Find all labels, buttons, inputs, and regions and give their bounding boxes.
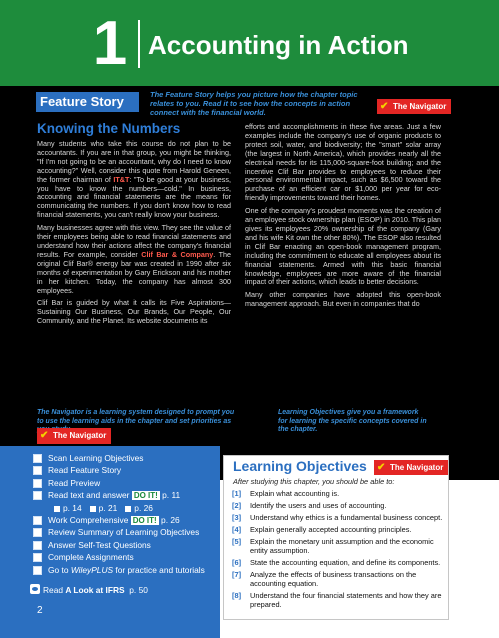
navigator-checklist xyxy=(33,452,205,576)
objective-item: [6] State the accounting equation, and define its components. xyxy=(232,558,441,568)
objective-item: [5] Explain the monetary unit assumption and the economic entity assumption. xyxy=(232,537,434,556)
feature-intro-note: The Feature Story helps you picture how the chapter topic relates to you. Read it to see how the concepts in action connect with the financial world. xyxy=(150,90,358,117)
story-column-right xyxy=(245,123,441,313)
checkbox[interactable] xyxy=(33,491,42,500)
objective-item: [3] Understand why ethics is a fundamental business concept. xyxy=(232,513,443,523)
header-divider xyxy=(138,20,140,68)
story-paragraph: efforts and accomplishments in these five areas. Just a few examples include the company's use of organic products to protect soil, water, and biodiversity; the "smart" solar array (the largest in North America), which provides nearly all the electrical needs for its 115,000-square-foot building; and the incentive Clif Bar provides to employees to reduce their personal environmental impact, such as $6,500 toward the purchase of an efficient car or $1,000 per year for eco-friendly improvements toward their homes. xyxy=(245,122,441,203)
checklist-item[interactable]: Go to WileyPLUS for practice and tutorials xyxy=(33,564,205,576)
company-highlight: IT&T xyxy=(113,174,130,184)
checklist-item[interactable]: Answer Self-Test Questions xyxy=(33,539,205,551)
checkmark-icon: ✔ xyxy=(40,430,49,441)
story-paragraph: One of the company's proudest moments was the creation of an employee stock ownership plan (ESOP) in 2010. This plan gives its employees 20% ownership of the company (Gary and his wife Kit own the other 80%). The ESOP also resulted in Clif Bar enacting an open-book management program, including the commitment to educate all employees about its financial statements. Armed with this basic financial knowledge, employees are more aware of the financial impact of their actions, which leads to better decisions. xyxy=(245,206,441,287)
story-paragraph: Many businesses agree with this view. They see the value of their employees being able to read financial statements and understand how their actions affect the company's financial results. For example, consider Clif Bar & Company. The original Clif Bar® energy bar was created in 1990 after six months of experimentation by Gary Erickson and his mother in her kitchen. Today, the company has almost 300 employees. xyxy=(37,223,231,295)
checkbox[interactable] xyxy=(54,506,60,512)
chapter-header xyxy=(0,0,499,86)
story-paragraph: Clif Bar is guided by what it calls its Five Aspirations—Sustaining Our Business, Our Brands, Our People, Our Community, and the Planet. Its website documents its xyxy=(37,298,231,326)
navigator-badge-top: ✔ The Navigator xyxy=(377,99,451,114)
checklist-item[interactable]: Review Summary of Learning Objectives xyxy=(33,526,205,538)
learning-objectives-list xyxy=(232,490,444,613)
objective-item: [8] Understand the four financial statements and how they are prepared. xyxy=(232,591,442,609)
checkbox[interactable] xyxy=(33,566,42,575)
navigator-badge-left: ✔ The Navigator xyxy=(37,428,111,444)
chapter-number: 1 xyxy=(92,9,128,78)
story-title: Knowing the Numbers xyxy=(37,121,181,136)
checkbox[interactable] xyxy=(125,506,131,512)
chapter-title: Accounting in Action xyxy=(148,30,409,60)
checklist-item[interactable]: Complete Assignments xyxy=(33,551,205,563)
learning-objectives-note: Learning Objectives give you a framework for learning the specific concepts covered in the chapter. xyxy=(278,409,427,433)
checkbox[interactable] xyxy=(33,466,42,475)
checkmark-icon: ✔ xyxy=(377,462,386,473)
checkbox[interactable] xyxy=(90,506,96,512)
checkbox[interactable] xyxy=(33,541,42,550)
checklist-item[interactable]: Scan Learning Objectives xyxy=(33,452,205,464)
checkbox[interactable] xyxy=(33,479,42,488)
learning-objectives-title: Learning Objectives xyxy=(233,458,367,474)
story-paragraph: Many other companies have adopted this open-book management approach. But even in companies that do xyxy=(245,290,441,309)
navigator-note: The Navigator is a learning system designed to prompt you to use the learning aids in the chapter and set priorities as xyxy=(37,409,235,425)
eye-icon xyxy=(30,584,40,594)
checkbox[interactable] xyxy=(33,516,42,525)
do-it-tag: DO IT! xyxy=(132,515,157,525)
objective-item: [2] Identify the users and uses of accounting. xyxy=(232,501,387,511)
checkbox[interactable] xyxy=(33,454,42,463)
learning-objectives-subtitle: After studying this chapter, you should be able to: xyxy=(233,477,395,486)
ifrs-link[interactable]: Read A Look at IFRS p. 50 xyxy=(30,584,148,595)
checkbox[interactable] xyxy=(33,553,42,562)
feature-story-tab: Feature Story xyxy=(36,92,139,112)
checklist-item[interactable]: Work Comprehensive DO IT! p. 26 xyxy=(33,514,205,526)
do-it-tag: DO IT! xyxy=(133,491,158,501)
checkmark-icon: ✔ xyxy=(380,101,389,112)
objective-item: [7] Analyze the effects of business transactions on the accounting equation. xyxy=(232,570,417,588)
company-highlight: Clif Bar & Company xyxy=(141,249,214,259)
objective-item: [4] Explain generally accepted accounting principles. xyxy=(232,525,412,535)
checklist-item[interactable]: Read Preview xyxy=(33,477,205,489)
page-number: 2 xyxy=(37,605,43,616)
story-paragraph: Many students who take this course do not plan to be accountants. If you are in that group, you might be thinking, "If I'm not going to be an accountant, why do I need to know accounting?" Well, consider this quote from Harold Geneen, the former chairman of IT&T: "To be good at your business, you have to know the numbers—cold." In business, accounting and financial statements are the means for communicating the numbers. If you don't know how to read financial statements, you can't really know your business. xyxy=(37,139,231,220)
checkbox[interactable] xyxy=(33,528,42,537)
checklist-item[interactable]: Read Feature Story xyxy=(33,464,205,476)
navigator-badge-objectives: ✔ The Navigator xyxy=(374,460,448,475)
objective-item: [1] Explain what accounting is. xyxy=(232,489,340,498)
checklist-item[interactable]: Read text and answer DO IT! p. 11 xyxy=(33,489,205,501)
checklist-subitems[interactable]: p. 14 p. 21 p. 26 xyxy=(33,502,205,514)
story-column-left xyxy=(37,121,231,330)
